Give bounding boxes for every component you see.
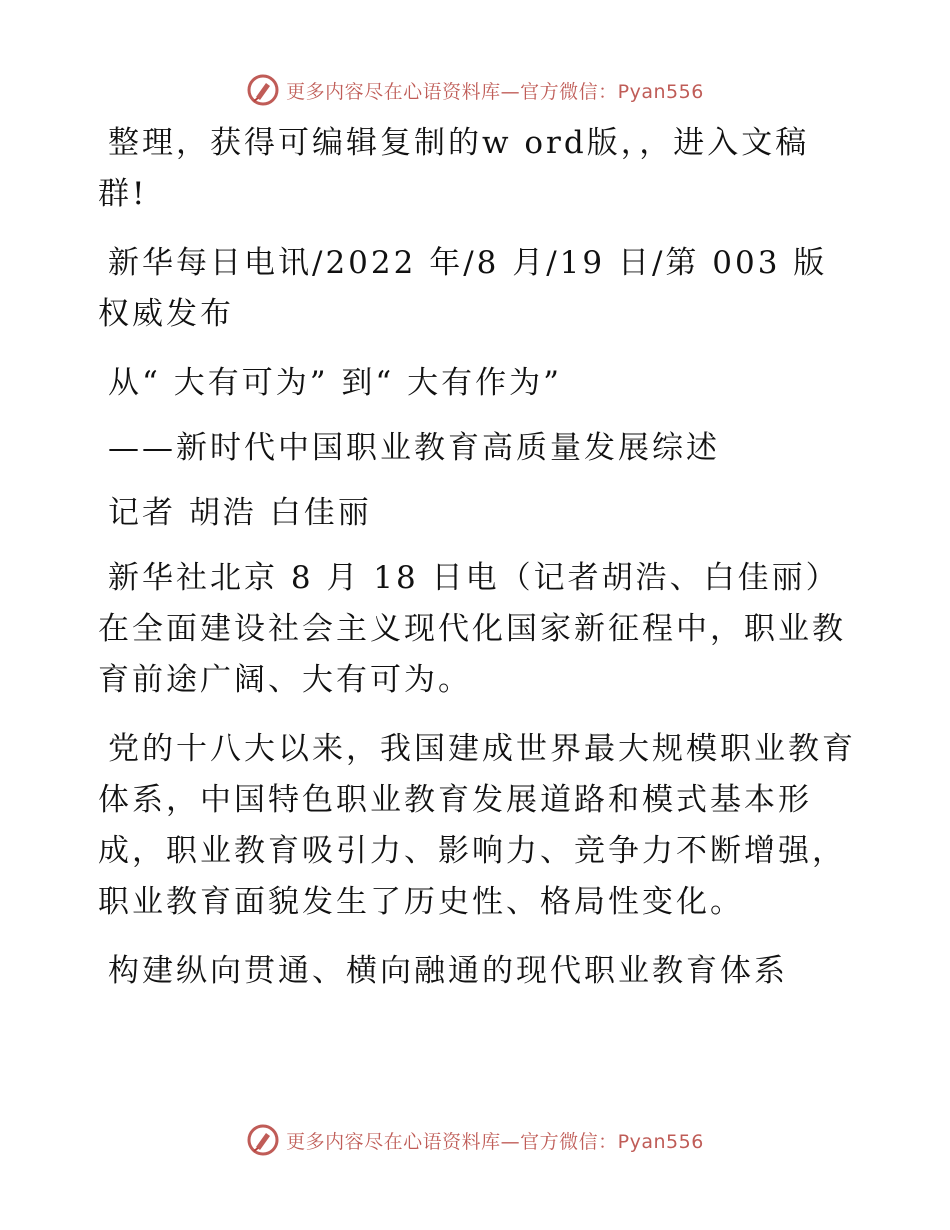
watermark-text: 更多内容尽在心语资料库—官方微信：Pyan556 [286,80,704,103]
paragraph-source: 新华每日电讯/2022 年/8 月/19 日/第 003 版权威发布 [98,245,828,332]
logo-icon [246,73,280,107]
paragraph-intro: 整理，获得可编辑复制的w ord版，，进入文稿群! [98,125,810,212]
watermark-text: 更多内容尽在心语资料库—官方微信：Pyan556 [286,1130,704,1153]
article-title: 从“ 大有可为” 到“ 大有作为” [108,365,562,401]
header-watermark [0,70,950,110]
section-heading: 构建纵向贯通、横向融通的现代职业教育体系 [108,953,788,989]
logo-icon [246,1123,280,1157]
paragraph-lead: 新华社北京 8 月 18 日电（记者胡浩、白佳丽）在全面建设社会主义现代化国家新征程中，职业教育前途广阔、大有可为。 [98,560,846,698]
article-byline: 记者 胡浩 白佳丽 [108,495,372,531]
document-body [98,118,858,1015]
footer-watermark [0,1120,950,1160]
article-subtitle: ——新时代中国职业教育高质量发展综述 [108,430,720,466]
paragraph-body: 党的十八大以来，我国建成世界最大规模职业教育体系，中国特色职业教育发展道路和模式基本形成，职业教育吸引力、影响力、竞争力不断增强，职业教育面貌发生了历史性、格局性变化。 [98,731,856,920]
